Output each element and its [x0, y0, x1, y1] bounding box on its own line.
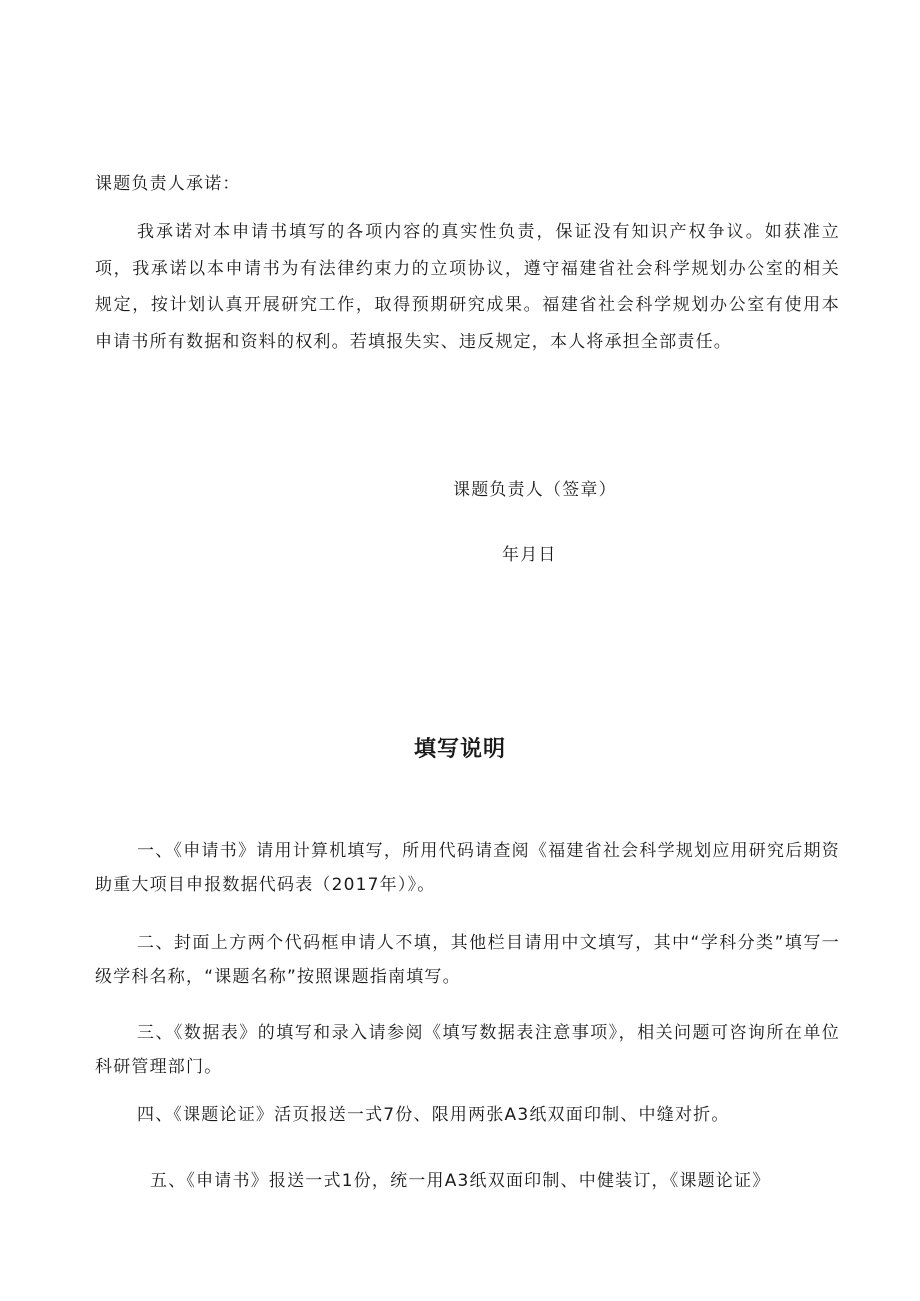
- instruction-item-4: 四、《课题论证》活页报送一式7份、限用两张A3纸双面印制、中缝对折。: [137, 1105, 730, 1125]
- instruction-item-1: 一、《申请书》请用计算机填写，所用代码请查阅《福建省社会科学规划应用研究后期资助重大项目申报数据代码表（2017年）》。: [95, 841, 840, 895]
- instruction-item-5: 五、《申请书》报送一式1份，统一用A3纸双面印制、中健装订，《课题论证》: [150, 1171, 771, 1191]
- instruction-item-3: 三、《数据表》的填写和录入请参阅《填写数据表注意事项》，相关问题可咨询所在单位科研管理部门。: [95, 1023, 840, 1077]
- commitment-body: 我承诺对本申请书填写的各项内容的真实性负责，保证没有知识产权争议。如获准立项，我承诺以本申请书为有法律约束力的立项协议，遵守福建省社会科学规划办公室的相关规定，按计划认真开展研究工作，取得预期研究成果。福建省社会科学规划办公室有使用本申请书所有数据和资料的权利。若填报失实、违反规定，本人将承担全部责任。: [95, 222, 840, 352]
- instructions-title: 填写说明: [413, 737, 506, 762]
- commitment-heading: 课题负责人承诺：: [95, 174, 241, 194]
- instruction-item-2: 二、封面上方两个代码框申请人不填，其他栏目请用中文填写，其中“学科分类”填写一级学科名称，“课题名称”按照课题指南填写。: [95, 933, 840, 987]
- signature-label: 课题负责人（签章）: [453, 480, 617, 500]
- date-label: 年月日: [502, 545, 557, 565]
